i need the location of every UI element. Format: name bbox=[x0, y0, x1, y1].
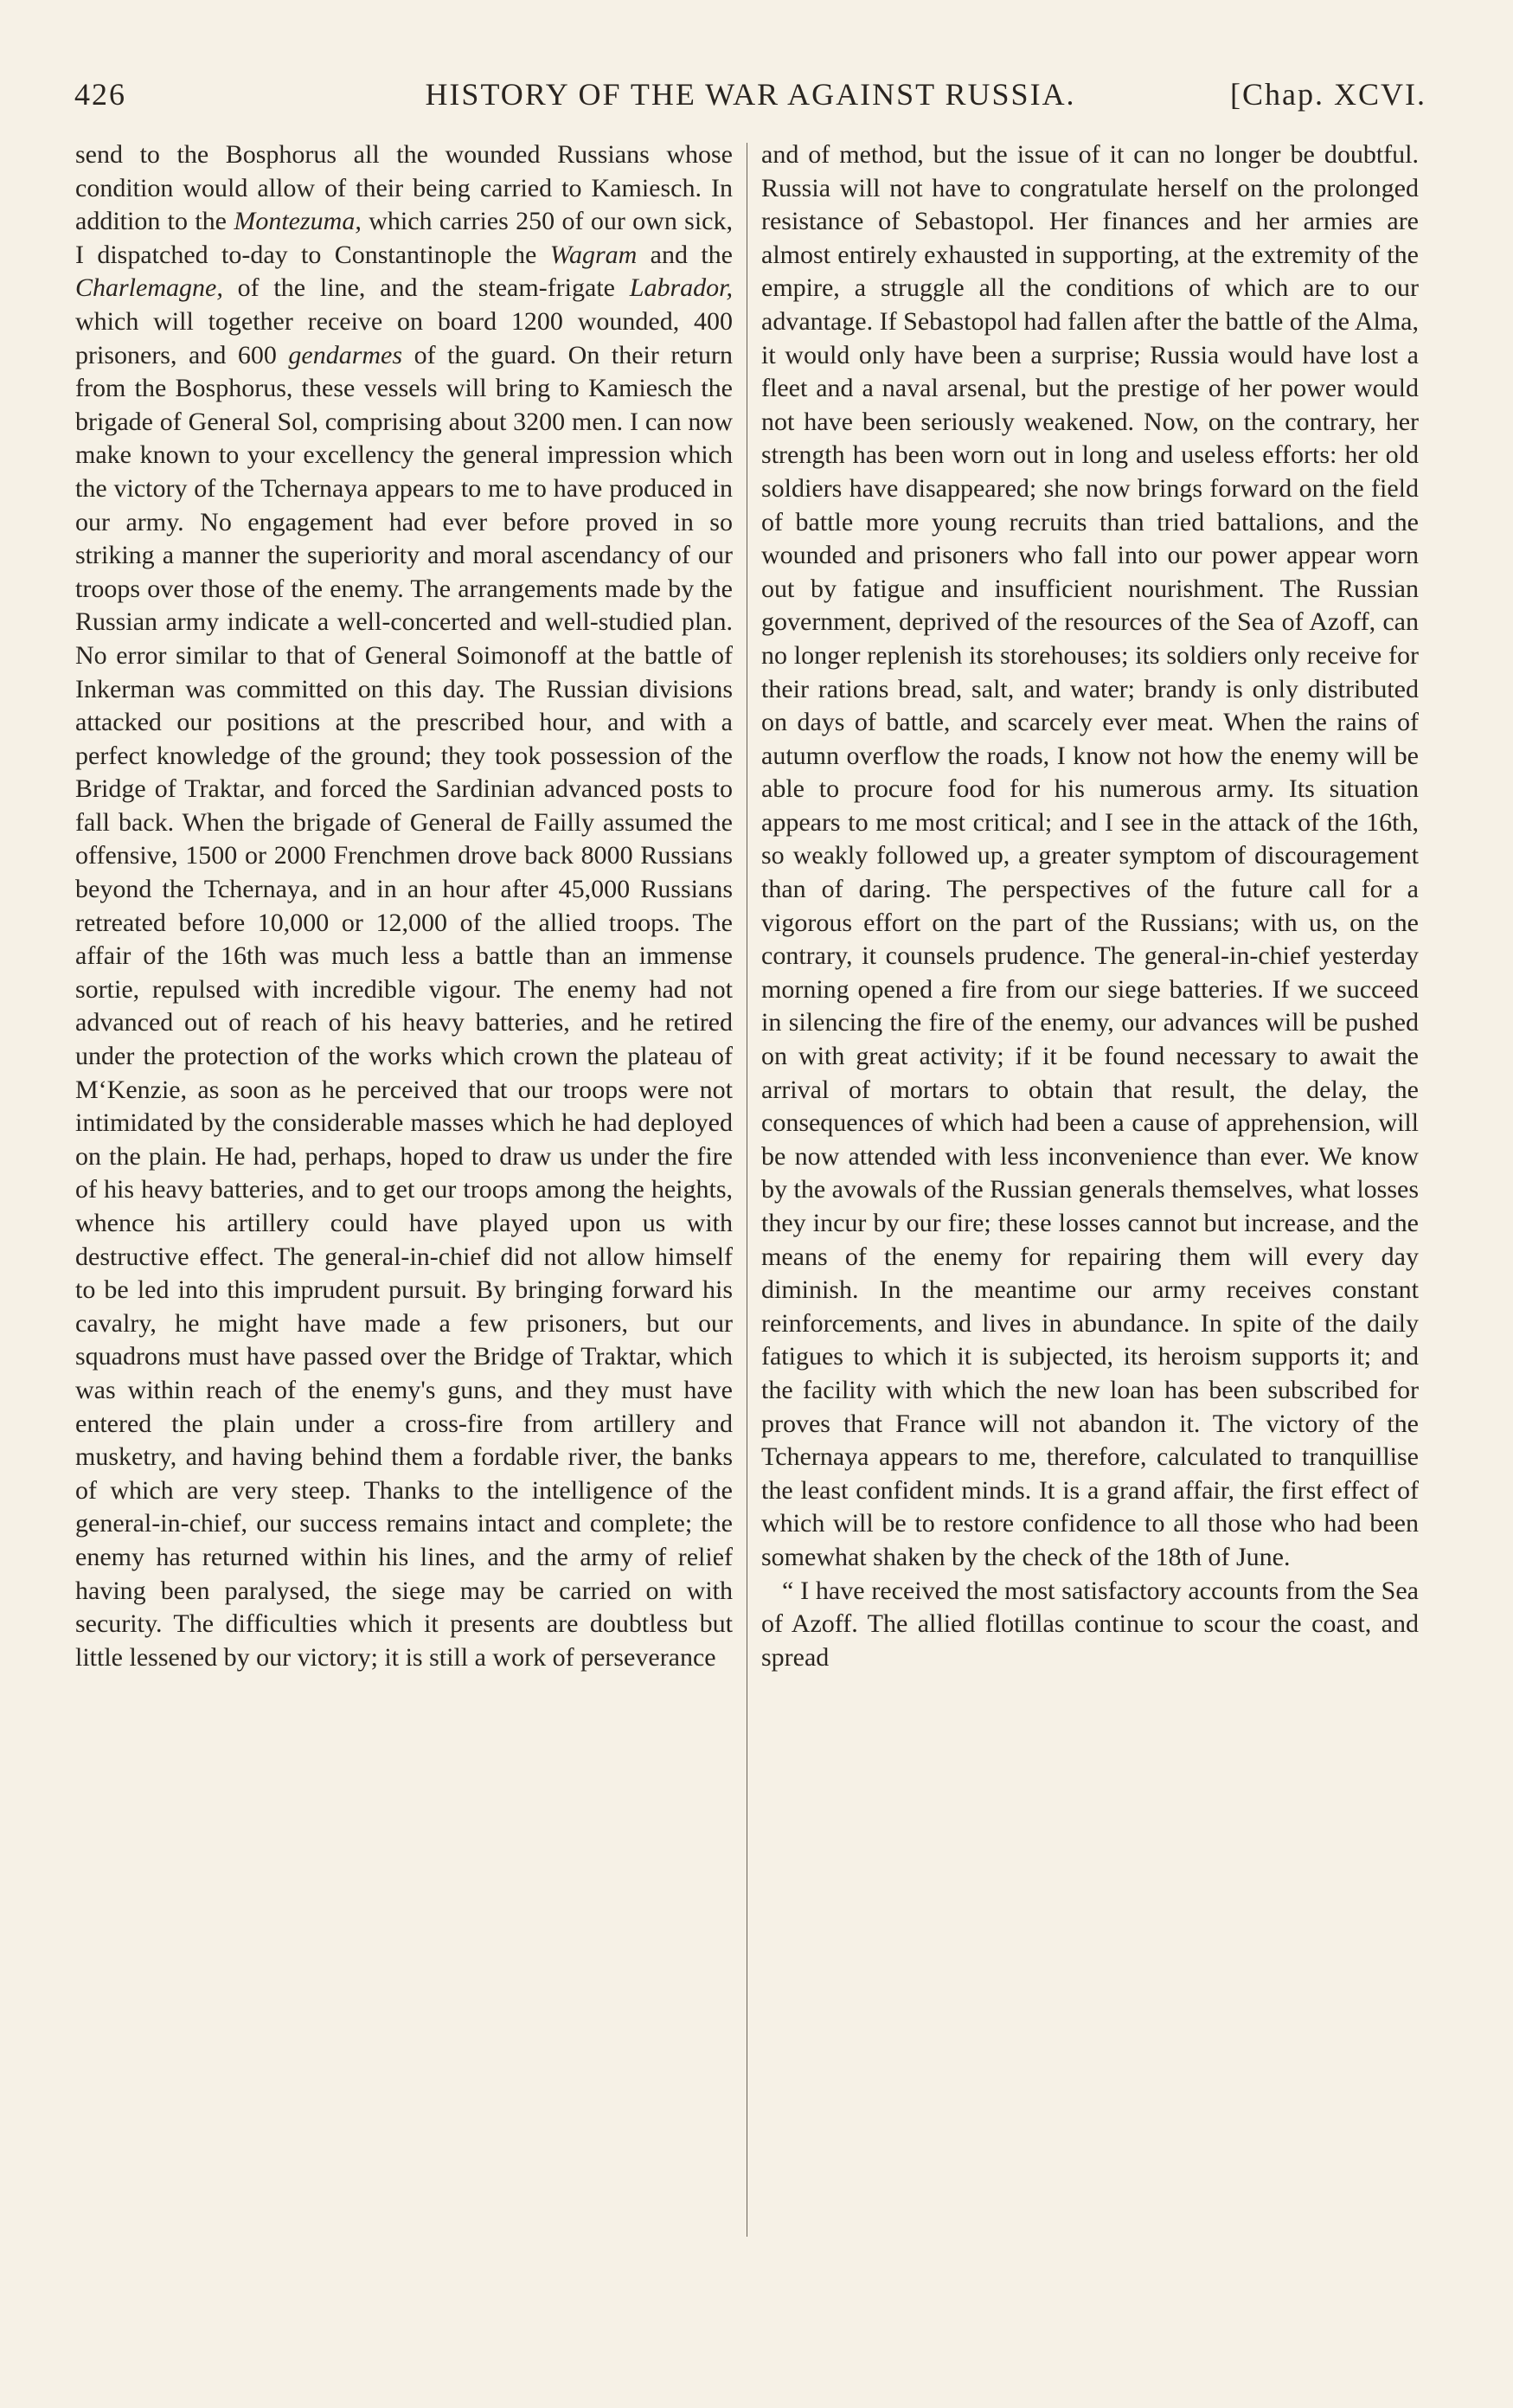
ship-name-labrador: Labrador, bbox=[629, 273, 733, 303]
running-title: HISTORY OF THE WAR AGAINST RUSSIA. bbox=[425, 77, 1076, 112]
text-run: and the bbox=[637, 240, 734, 269]
running-header bbox=[74, 69, 1426, 121]
right-paragraph-2: “ I have received the most satisfactory accounts from the Sea of Azoff. The allied flotillas continue to scour the coast, and spread bbox=[761, 1576, 1419, 1672]
ship-name-montezuma: Montezuma, bbox=[234, 207, 362, 236]
left-column bbox=[75, 138, 733, 1674]
right-paragraph-1: and of method, but the issue of it can no longer be doubtful. Russia will not have to congratulate herself on the prolonged resistance of Sebastopol. Her finances and her armies are almost entirely exhausted in supporting, at the extremity of the empire, a struggle all the conditions of which are to our advantage. If Sebastopol had fallen after the battle of the Alma, it would only have been a surprise; Russia would have lost a fleet and a naval arsenal, but the prestige of her power would not have been seriously weakened. Now, on the contrary, her strength has been worn out in long and useless efforts: her old soldiers have disappeared; she now brings forward on the field of battle more young recruits than tried battalions, and the wounded and prisoners who fall into our power appear worn out by fatigue and insufficient nourishment. The Russian government, deprived of the resources of the Sea of Azoff, can no longer replenish its storehouses; its soldiers only receive for their rations bread, salt, and water; brandy is only distributed on days of battle, and scarcely ever meat. When the rains of autumn overflow the roads, I know not how the enemy will be able to procure food for his numerous army. Its situation appears to me most critical; and I see in the attack of the 16th, so weakly followed up, a greater symptom of discouragement than of daring. The perspectives of the future call for a vigorous effort on the part of the Russians; with us, on the contrary, it counsels prudence. The general-in-chief yesterday morning opened a fire from our siege batteries. If we succeed in silencing the fire of the enemy, our advances will be pushed on with great activity; if it be found necessary to await the arrival of mortars to obtain that result, the delay, the consequences of which had been a cause of apprehension, will be now attended with less inconvenience than ever. We know by the avowals of the Russian generals themselves, what losses they incur by our fire; these losses cannot but increase, and the means of the enemy for repairing them will every day diminish. In the meantime our army receives constant reinforcements, and lives in abundance. In spite of the daily fatigues to which it is subjected, its heroism supports it; and the facility with which the new loan has been subscribed for proves that France will not abandon it. The victory of the Tchernaya appears to me, therefore, calculated to tranquillise the least confident minds. It is a grand affair, the first effect of which will be to restore confidence to all those who had been somewhat shaken by the check of the 18th of June. bbox=[761, 140, 1419, 1571]
text-run: which will together receive on board 1200 wounded, 400 prisoners, and 600 bbox=[75, 306, 733, 369]
chapter-label: [Chap. XCVI. bbox=[1230, 77, 1426, 112]
term-gendarmes: gendarmes bbox=[288, 340, 403, 369]
right-column bbox=[761, 138, 1419, 1674]
text-run: which carries 250 of our own sick, I dispatched to-day to Constantinople the bbox=[75, 207, 733, 269]
ship-name-charlemagne: Charlemagne, bbox=[75, 273, 223, 303]
page-number: 426 bbox=[74, 77, 126, 112]
ship-name-wagram: Wagram bbox=[549, 240, 638, 269]
text-run: of the line, and the steam-frigate bbox=[222, 273, 630, 303]
text-run: of the guard. On their return from the Bosphorus, these vessels will bring to Kamiesch the brigade of General Sol, comprising about 3200 men. I can now make known to your excellency the general impression which the victory of the Tchernaya appears to me to have produced in our army. No engagement had ever before proved in so striking a manner the superiority and moral ascendancy of our troops over those of the enemy. The arrangements made by the Russian army indicate a well-concerted and well-studied plan. No error similar to that of General Soimonoff at the battle of Inkerman was committed on this day. The Russian divisions attacked our positions at the prescribed hour, and with a perfect knowledge of the ground; they took possession of the Bridge of Traktar, and forced the Sardinian advanced posts to fall back. When the brigade of General de Failly assumed the offensive, 1500 or 2000 Frenchmen drove back 8000 Russians beyond the Tchernaya, and in an hour after 45,000 Russians retreated before 10,000 or 12,000 of the allied troops. The affair of the 16th was much less a battle than an immense sortie, repulsed with incredible vigour. The enemy had not advanced out of reach of his heavy batteries, and he retired under the protection of the works which crown the plateau of M‘Kenzie, as soon as he perceived that our troops were not intimidated by the considerable masses which he had deployed on the plain. He had, perhaps, hoped to draw us under the fire of his heavy batteries, and to get our troops among the heights, whence his artillery could have played upon us with destructive effect. The general-in-chief did not allow himself to be led into this imprudent pursuit. By bringing forward his cavalry, he might have made a few prisoners, but our squadrons must have passed over the Bridge of Traktar, which was within reach of the enemy's guns, and they must have entered the plain under a cross-fire from artillery and musketry, and having behind them a fordable river, the banks of which are very steep. Thanks to the intelligence of the general-in-chief, our success remains intact and complete; the enemy has returned within his lines, and the army of relief having been paralysed, the siege may be carried on with security. The difficulties which it presents are doubtless but little lessened by our victory; it is still a work of perseverance bbox=[75, 340, 733, 1672]
text-run: send to the Bosphorus all the wounded Russians whose condition would allow of their being carried to Kamiesch. In addition to the bbox=[75, 140, 733, 236]
left-paragraph bbox=[75, 138, 733, 1674]
